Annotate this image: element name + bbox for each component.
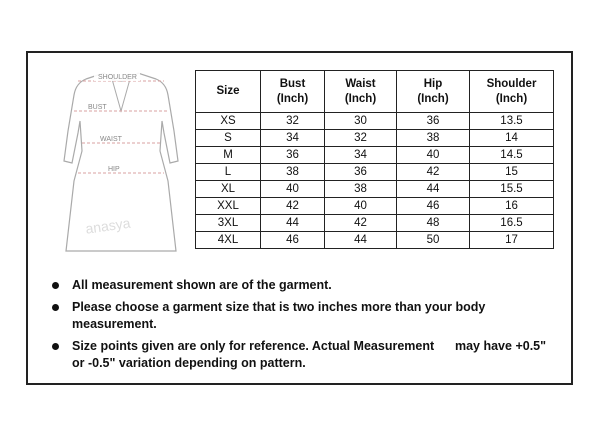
cell: 14.5: [470, 147, 554, 164]
bust-label: BUST: [88, 104, 107, 111]
cell: 44: [397, 181, 470, 198]
table-row: [196, 113, 554, 130]
header-hip: Hip (Inch): [397, 71, 470, 113]
cell: 34: [261, 130, 325, 147]
table-row: [196, 181, 554, 198]
cell: 16: [470, 198, 554, 215]
cell: 38: [261, 164, 325, 181]
waist-label: WAIST: [100, 136, 122, 143]
header-bust: Bust (Inch): [261, 71, 325, 113]
cell: 42: [261, 198, 325, 215]
table-row: [196, 215, 554, 232]
cell: 40: [397, 147, 470, 164]
watermark: anasya: [84, 214, 132, 237]
cell: 38: [325, 181, 397, 198]
cell: 32: [261, 113, 325, 130]
cell: 48: [397, 215, 470, 232]
cell: L: [196, 164, 261, 181]
cell: 32: [325, 130, 397, 147]
cell: 36: [325, 164, 397, 181]
table-row: [196, 232, 554, 249]
note-item: All measurement shown are of the garment.: [48, 277, 548, 294]
cell: 46: [261, 232, 325, 249]
cell: 4XL: [196, 232, 261, 249]
cell: 50: [397, 232, 470, 249]
size-chart-frame: [26, 51, 573, 385]
cell: XL: [196, 181, 261, 198]
cell: XXL: [196, 198, 261, 215]
cell: 13.5: [470, 113, 554, 130]
cell: 36: [397, 113, 470, 130]
table-row: [196, 147, 554, 164]
cell: 42: [397, 164, 470, 181]
note-item: Please choose a garment size that is two inches more than your body measurement.: [48, 299, 548, 333]
cell: 44: [325, 232, 397, 249]
garment-sketch: [46, 61, 196, 261]
cell: 30: [325, 113, 397, 130]
header-shoulder: Shoulder (Inch): [470, 71, 554, 113]
cell: 46: [397, 198, 470, 215]
cell: 42: [325, 215, 397, 232]
cell: 17: [470, 232, 554, 249]
cell: 40: [325, 198, 397, 215]
note-item: Size points given are only for reference. Actual Measurement may have +0.5" or -0.5" variation depending on pattern.: [48, 338, 548, 372]
bullet-icon: [52, 304, 59, 311]
hip-label: HIP: [108, 166, 120, 173]
cell: 34: [325, 147, 397, 164]
header-row: [196, 71, 554, 113]
notes-list: [48, 277, 548, 377]
table-row: [196, 164, 554, 181]
cell: M: [196, 147, 261, 164]
bullet-icon: [52, 343, 59, 350]
cell: S: [196, 130, 261, 147]
cell: XS: [196, 113, 261, 130]
cell: 14: [470, 130, 554, 147]
cell: 44: [261, 215, 325, 232]
header-waist: Waist (Inch): [325, 71, 397, 113]
cell: 15.5: [470, 181, 554, 198]
cell: 40: [261, 181, 325, 198]
table-row: [196, 130, 554, 147]
bullet-icon: [52, 282, 59, 289]
cell: 3XL: [196, 215, 261, 232]
header-size: Size: [196, 71, 261, 113]
shoulder-label: SHOULDER: [98, 74, 137, 81]
table-row: [196, 198, 554, 215]
cell: 38: [397, 130, 470, 147]
cell: 36: [261, 147, 325, 164]
cell: 16.5: [470, 215, 554, 232]
size-table: [195, 70, 554, 249]
cell: 15: [470, 164, 554, 181]
